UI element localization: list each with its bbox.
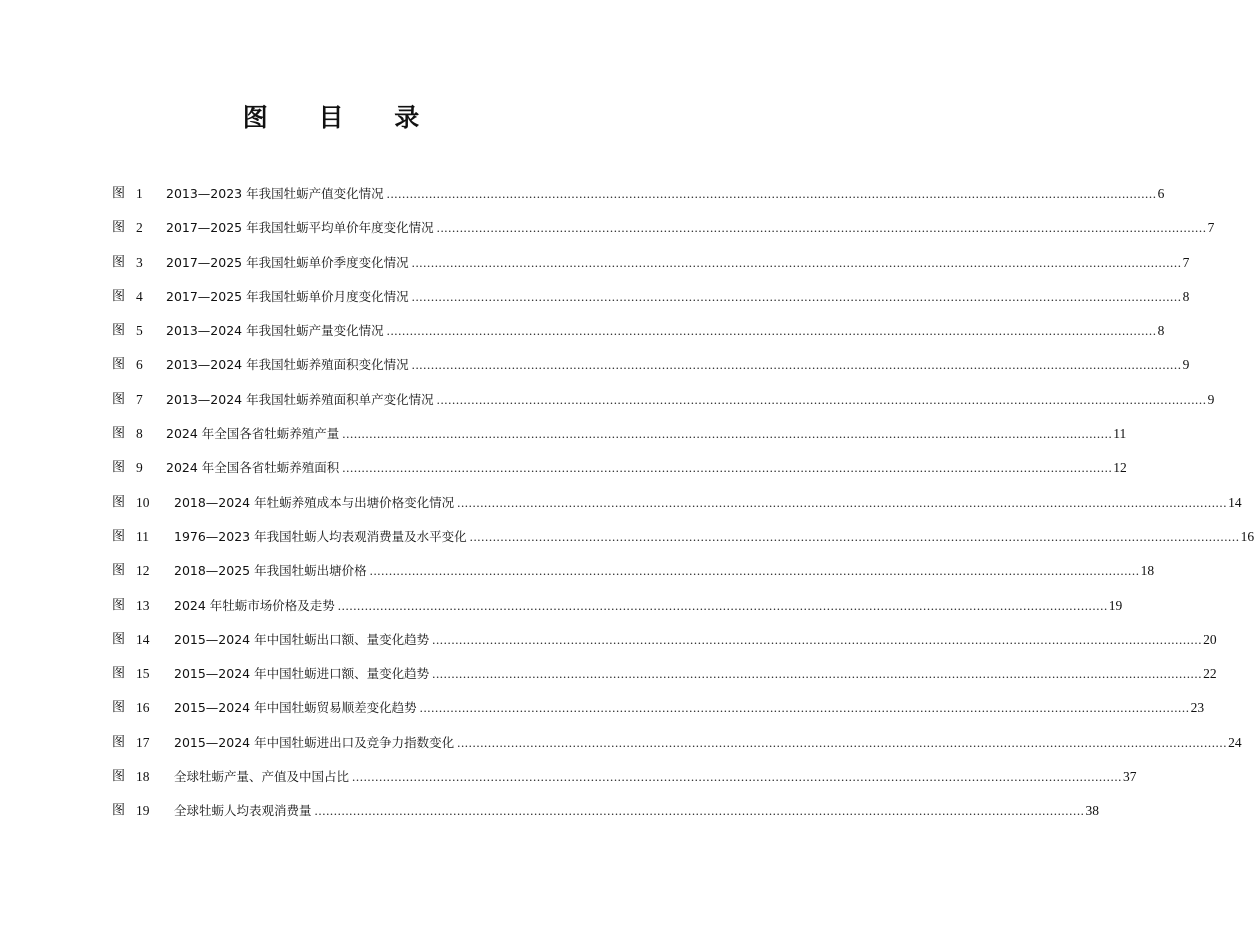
dot-leader: ........................................................................................................................................................................................................ [457,494,1228,510]
figure-number: 10 [136,494,150,510]
figure-caption: 全球牡蛎产量、产值及中国占比 [174,769,350,785]
figure-prefix: 图 [112,220,126,236]
figure-prefix: 图 [112,357,126,373]
toc-entry[interactable] [112,494,1242,528]
toc-entry[interactable] [112,802,1100,836]
dot-leader: ........................................................................................................................................................................................................ [314,803,1085,819]
toc-entry[interactable] [112,254,1190,288]
toc-entry[interactable] [112,528,1254,562]
page-number: 38 [1085,803,1100,819]
dot-leader: ........................................................................................................................................................................................................ [337,597,1108,613]
dot-leader: ........................................................................................................................................................................................................ [386,323,1157,339]
dot-leader: ........................................................................................................................................................................................................ [386,186,1157,201]
figure-caption: 1976—2023 年我国牡蛎人均表观消费量及水平变化 [174,528,467,544]
figure-caption: 2015—2024 年中国牡蛎出口额、量变化趋势 [174,631,430,647]
dot-leader: ........................................................................................................................................................................................................ [436,220,1207,236]
dot-leader: ........................................................................................................................................................................................................ [419,700,1190,716]
figure-prefix: 图 [112,734,126,750]
figure-prefix: 图 [112,597,126,613]
page-number: 11 [1113,426,1127,442]
figure-number: 15 [136,666,150,682]
dot-leader: ........................................................................................................................................................................................................ [436,391,1207,407]
figure-prefix: 图 [112,254,126,270]
figure-caption: 2017—2025 年我国牡蛎单价季度变化情况 [166,254,409,270]
figure-prefix: 图 [112,700,126,716]
toc-entry[interactable] [112,665,1217,699]
figure-number: 11 [136,528,149,544]
dot-leader: ........................................................................................................................................................................................................ [432,631,1203,647]
toc-entry[interactable] [112,391,1215,425]
figure-number: 18 [136,769,150,785]
page-number: 8 [1182,288,1190,304]
figure-caption: 2024 年全国各省牡蛎养殖产量 [166,426,340,442]
toc-entry[interactable] [112,322,1165,356]
figure-list [112,185,1254,837]
dot-leader: ........................................................................................................................................................................................................ [342,426,1113,442]
figure-caption: 2015—2024 年中国牡蛎贸易顺差变化趋势 [174,700,417,716]
page-number: 18 [1140,563,1155,579]
figure-caption: 2018—2025 年我国牡蛎出塘价格 [174,563,367,579]
figure-caption: 2015—2024 年中国牡蛎进出口及竞争力指数变化 [174,734,455,750]
page-number: 6 [1157,186,1165,201]
page-number: 7 [1182,254,1190,270]
figure-number: 4 [136,288,143,304]
figure-prefix: 图 [112,186,126,201]
figure-caption: 2013—2024 年我国牡蛎养殖面积变化情况 [166,357,409,373]
toc-entry[interactable] [112,219,1215,253]
page-number: 23 [1190,700,1205,716]
dot-leader: ........................................................................................................................................................................................................ [411,357,1182,373]
figure-number: 1 [136,186,143,201]
page-number: 9 [1182,357,1190,373]
figure-number: 6 [136,357,143,373]
toc-entry[interactable] [112,562,1155,596]
figure-prefix: 图 [112,769,126,785]
toc-entry[interactable] [112,356,1190,390]
figure-prefix: 图 [112,391,126,407]
figure-caption: 2018—2024 年牡蛎养殖成本与出塘价格变化情况 [174,494,455,510]
figure-caption: 2013—2023 年我国牡蛎产值变化情况 [166,186,384,201]
figure-caption: 2013—2024 年我国牡蛎养殖面积单产变化情况 [166,391,434,407]
page-number: 8 [1157,323,1165,339]
figure-number: 8 [136,426,143,442]
figure-number: 19 [136,803,150,819]
page-number: 12 [1113,460,1127,476]
page-number: 20 [1203,631,1217,647]
figure-prefix: 图 [112,528,126,544]
figure-number: 17 [136,734,150,750]
figure-caption: 全球牡蛎人均表观消费量 [174,803,312,819]
toc-entry[interactable] [112,425,1127,459]
toc-entry[interactable] [112,597,1123,631]
page-number: 7 [1207,220,1215,236]
figure-caption: 2015—2024 年中国牡蛎进口额、量变化趋势 [174,666,430,682]
page-number: 19 [1108,597,1123,613]
figure-number: 5 [136,323,143,339]
figure-number: 3 [136,254,143,270]
figure-caption: 2024 年全国各省牡蛎养殖面积 [166,460,340,476]
toc-entry[interactable] [112,459,1127,493]
figure-number: 7 [136,391,143,407]
toc-entry[interactable] [112,631,1217,665]
figure-number: 13 [136,597,150,613]
dot-leader: ........................................................................................................................................................................................................ [411,288,1182,304]
figure-number: 2 [136,220,143,236]
dot-leader: ........................................................................................................................................................................................................ [432,666,1203,682]
figure-prefix: 图 [112,631,126,647]
figure-number: 16 [136,700,150,716]
dot-leader: ........................................................................................................................................................................................................ [469,528,1240,544]
figure-number: 14 [136,631,150,647]
figure-prefix: 图 [112,323,126,339]
toc-entry[interactable] [112,288,1190,322]
toc-entry[interactable] [112,768,1137,802]
page-number: 9 [1207,391,1215,407]
dot-leader: ........................................................................................................................................................................................................ [352,769,1123,785]
toc-entry[interactable] [112,185,1165,219]
figure-caption: 2017—2025 年我国牡蛎单价月度变化情况 [166,288,409,304]
page-number: 22 [1203,666,1217,682]
figure-caption: 2017—2025 年我国牡蛎平均单价年度变化情况 [166,220,434,236]
page-title: 图 目 录 [242,103,441,132]
figure-number: 12 [136,563,150,579]
figure-prefix: 图 [112,460,126,476]
page-number: 37 [1123,769,1137,785]
figure-prefix: 图 [112,426,126,442]
toc-entry[interactable] [112,734,1242,768]
figure-prefix: 图 [112,563,126,579]
dot-leader: ........................................................................................................................................................................................................ [411,254,1182,270]
page-number: 16 [1240,528,1254,544]
figure-caption: 2024 年牡蛎市场价格及走势 [174,597,335,613]
figure-prefix: 图 [112,494,126,510]
figure-prefix: 图 [112,666,126,682]
dot-leader: ........................................................................................................................................................................................................ [342,460,1113,476]
page-number: 14 [1228,494,1242,510]
figure-prefix: 图 [112,803,126,819]
dot-leader: ........................................................................................................................................................................................................ [369,563,1140,579]
page-number: 24 [1228,734,1242,750]
figure-number: 9 [136,460,143,476]
figure-caption: 2013—2024 年我国牡蛎产量变化情况 [166,323,384,339]
dot-leader: ........................................................................................................................................................................................................ [457,734,1228,750]
figure-prefix: 图 [112,288,126,304]
toc-entry[interactable] [112,699,1205,733]
